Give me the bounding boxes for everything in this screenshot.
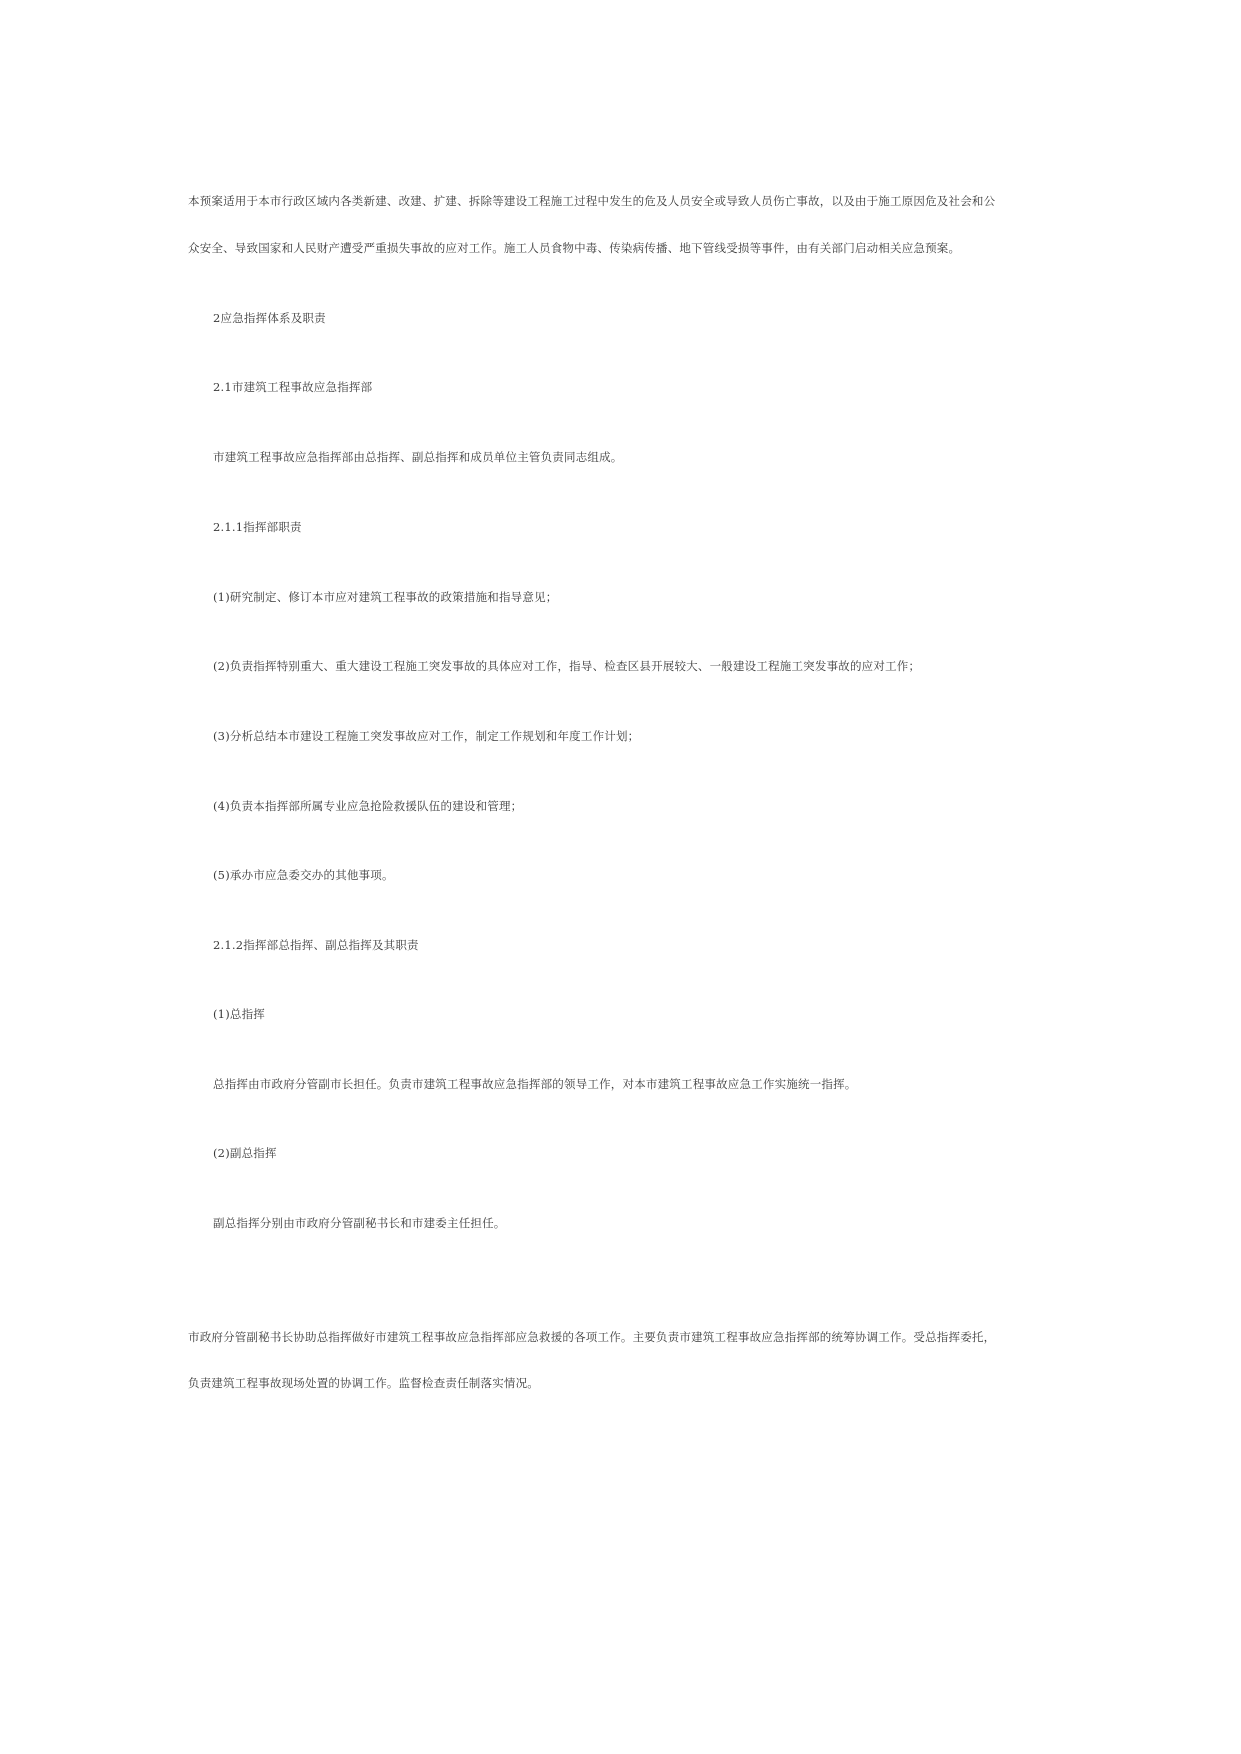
section-heading-2-1-1: 2.1.1指挥部职责 (213, 520, 302, 534)
section-heading-2-1: 2.1市建筑工程事故应急指挥部 (213, 380, 373, 394)
paragraph-scope-line-1: 本预案适用于本市行政区域内各类新建、改建、扩建、拆除等建设工程施工过程中发生的危及人员安全或导致人员伤亡事故，以及由于施工原因危及社会和公 (188, 194, 996, 208)
paragraph-deputy-secretary-line-1: 市政府分管副秘书长协助总指挥做好市建筑工程事故应急指挥部应急救援的各项工作。主要负责市建筑工程事故应急指挥部的统筹协调工作。受总指挥委托， (188, 1330, 996, 1344)
paragraph-deputy-commander: 副总指挥分别由市政府分管副秘书长和市建委主任担任。 (213, 1216, 506, 1230)
section-heading-2: 2应急指挥体系及职责 (213, 311, 326, 325)
duty-item-2: (2)负责指挥特别重大、重大建设工程施工突发事故的具体应对工作，指导、检查区县开展较大、一般建设工程施工突发事故的应对工作； (213, 659, 921, 673)
subheading-deputy-commander: (2)副总指挥 (213, 1146, 277, 1160)
duty-item-4: (4)负责本指挥部所属专业应急抢险救援队伍的建设和管理； (213, 799, 523, 813)
duty-item-5: (5)承办市应急委交办的其他事项。 (213, 868, 394, 882)
duty-item-1: (1)研究制定、修订本市应对建筑工程事故的政策措施和指导意见； (213, 590, 558, 604)
section-heading-2-1-2: 2.1.2指挥部总指挥、副总指挥及其职责 (213, 938, 419, 952)
subheading-chief-commander: (1)总指挥 (213, 1007, 265, 1021)
paragraph-scope-line-2: 众安全、导致国家和人民财产遭受严重损失事故的应对工作。施工人员食物中毒、传染病传播、地下管线受损等事件，由有关部门启动相关应急预案。 (188, 241, 961, 255)
paragraph-deputy-secretary-line-2: 负责建筑工程事故现场处置的协调工作。监督检查责任制落实情况。 (188, 1376, 539, 1390)
paragraph-chief-commander: 总指挥由市政府分管副市长担任。负责市建筑工程事故应急指挥部的领导工作，对本市建筑工程事故应急工作实施统一指挥。 (213, 1077, 857, 1091)
duty-item-3: (3)分析总结本市建设工程施工突发事故应对工作，制定工作规划和年度工作计划； (213, 729, 640, 743)
paragraph-command-composition: 市建筑工程事故应急指挥部由总指挥、副总指挥和成员单位主管负责同志组成。 (213, 450, 623, 464)
